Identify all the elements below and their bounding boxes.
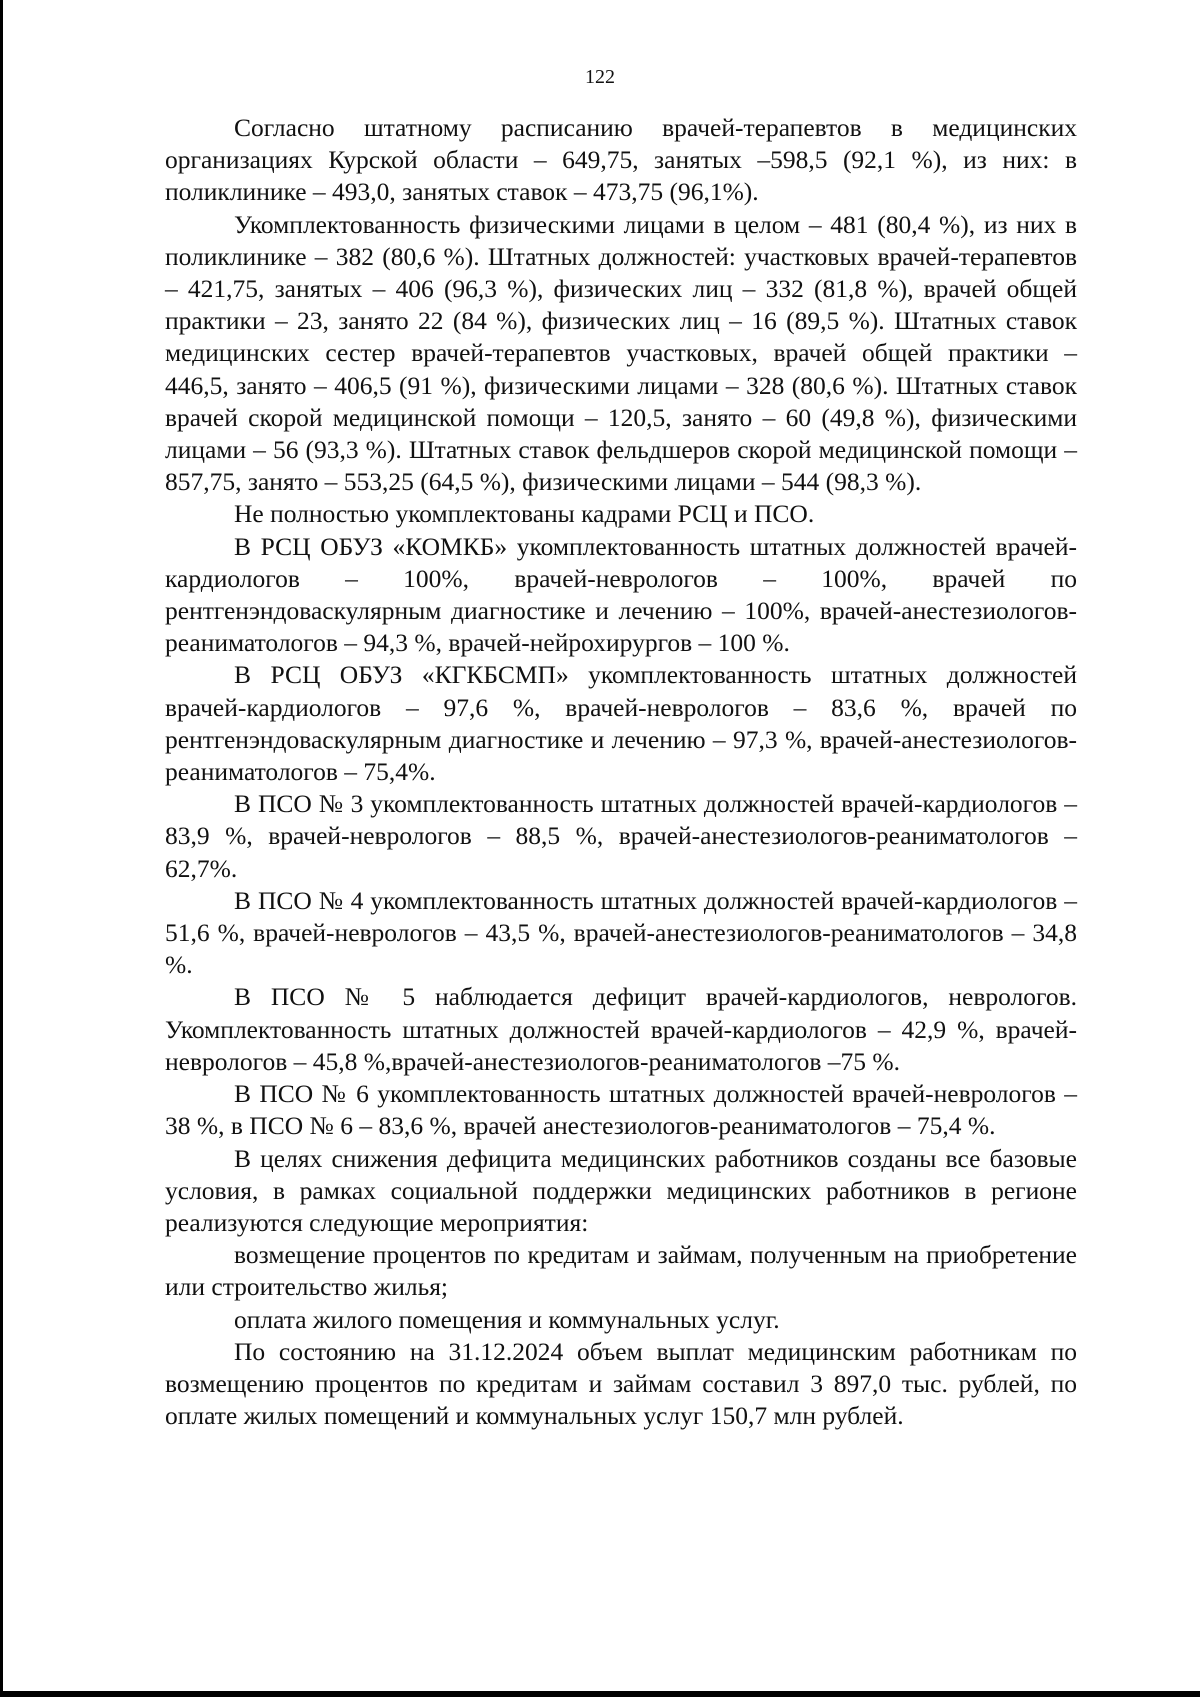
paragraph-rsc-pso-intro: Не полностью укомплектованы кадрами РСЦ и ПСО. <box>234 499 815 529</box>
paragraph-pso-4: В ПСО № 4 укомплектованность штатных должностей врачей-кардиологов – 51,6 %, врачей-неврологов – 43,5 %, врачей-анестезиологов-реаниматологов – 34,8 %. <box>165 885 1077 980</box>
paragraph-rsc-komkb: В РСЦ ОБУЗ «КОМКБ» укомплектованность штатных должностей врачей-кардиологов – 100%, врачей-неврологов – 100%, врачей по рентгенэндоваскулярным диагностике и лечению – 100%, врачей-анестезиологов-реаниматологов – 94,3 %, врачей-нейрохирургов – 100 %. <box>165 531 1077 658</box>
paragraph-pso-6: В ПСО № 6 укомплектованность штатных должностей врачей-неврологов – 38 %, в ПСО № 6 – 83,6 %, врачей анестезиологов-реаниматологов – 75,4 %. <box>165 1079 1077 1141</box>
paragraph-staff-schedule: Согласно штатному расписанию врачей-терапевтов в медицинских организациях Курской области – 649,75, занятых –598,5 (92,1 %), из них: в поликлинике – 493,0, занятых ставок – 473,75 (96,1%). <box>165 113 1077 207</box>
paragraph-pso-3: В ПСО № 3 укомплектованность штатных должностей врачей-кардиологов – 83,9 %, врачей-неврологов – 88,5 %, врачей-анестезиологов-реаниматологов – 62,7%. <box>165 789 1077 883</box>
paragraph-pso-5: В ПСО № 5 наблюдается дефицит врачей-кардиологов, неврологов. Укомплектованность штатных должностей врачей-кардиологов – 42,9 %, врачей-неврологов – 45,8 %,врачей-анестезиологов-реаниматологов –75 %. <box>165 982 1077 1076</box>
paragraph-staffing-physical: Укомплектованность физическими лицами в целом – 481 (80,4 %), из них в поликлинике – 382 (80,6 %). Штатных должностей: участковых врачей-терапевтов – 421,75, занятых – 406 (96,3 %), физических лиц – 332 (81,8 %), врачей общей практики – 23, занято 22 (84 %), физических лиц – 16 (89,5 %). Штатных ставок медицинских сестер врачей-терапевтов участковых, врачей общей практики – 446,5, занято – 406,5 (91 %), физическими лицами – 328 (80,6 %). Штатных ставок врачей скорой медицинской помощи – 120,5, занято – 60 (49,8 %), физическими лицами – 56 (93,3 %). Штатных ставок фельдшеров скорой медицинской помощи – 857,75, занято – 553,25 (64,5 %), физическими лицами – 544 (98,3 %). <box>165 209 1077 497</box>
page-number: 122 <box>585 66 615 88</box>
scan-edge-bottom <box>0 1691 1200 1697</box>
paragraph-rsc-kgkbsmp: В РСЦ ОБУЗ «КГКБСМП» укомплектованность штатных должностей врачей-кардиологов – 97,6 %, врачей-неврологов – 83,6 %, врачей по рентгенэндоваскулярным диагностике и лечению – 97,3 %, врачей-анестезиологов-реаниматологов – 75,4%. <box>165 660 1077 787</box>
paragraph-payments-total: По состоянию на 31.12.2024 объем выплат медицинским работникам по возмещению процентов по кредитам и займам составил 3 897,0 тыс. рублей, по оплате жилых помещений и коммунальных услуг 150,7 млн рублей. <box>165 1336 1077 1431</box>
body-text <box>165 112 1077 1432</box>
paragraph-measure-housing: оплата жилого помещения и коммунальных услуг. <box>234 1304 780 1334</box>
paragraph-measure-interest: возмещение процентов по кредитам и займам, полученным на приобретение или строительство жилья; <box>165 1240 1077 1302</box>
paragraph-support-measures: В целях снижения дефицита медицинских работников созданы все базовые условия, в рамках социальной поддержки медицинских работников в регионе реализуются следующие мероприятия: <box>165 1143 1077 1237</box>
scan-edge-left <box>0 0 3 1697</box>
